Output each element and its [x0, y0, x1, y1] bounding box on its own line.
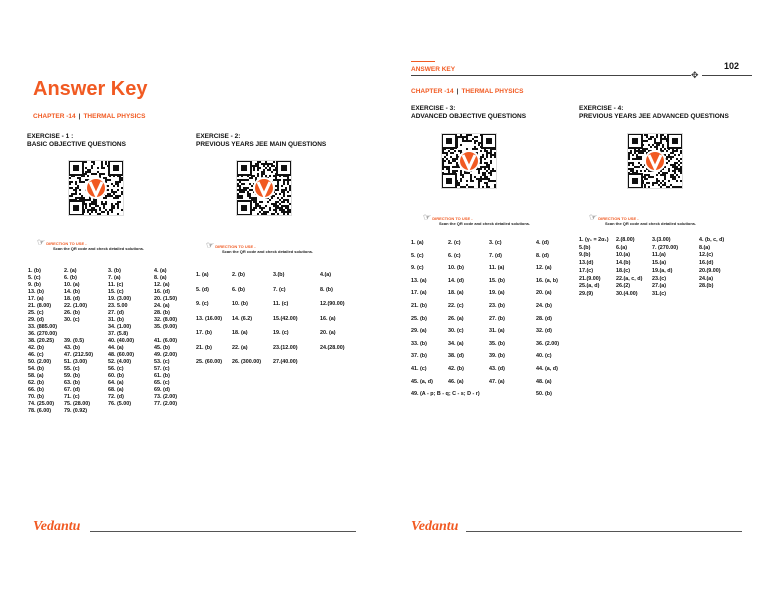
answer-entry: 9. (b) [28, 282, 41, 288]
answer-entry: 73. (2.00) [154, 394, 178, 400]
answer-entry: 18.(c) [616, 267, 631, 274]
answer-entry: 17.(c) [579, 267, 594, 274]
answer-entry: 8. (b) [320, 286, 333, 293]
answer-entry: 48. (60.00) [108, 352, 135, 358]
answer-entry: 37. (5.8) [108, 331, 129, 337]
answer-entry: 24. (b) [536, 302, 552, 309]
answer-entry: 3.(3.00) [652, 237, 671, 243]
direction-text: Scan the QR code and check detailed solutions. [605, 221, 697, 226]
answer-entry: 2. (c) [448, 240, 461, 246]
answer-entry: 15.(a) [652, 260, 667, 267]
vedantu-logo: Vedantu [33, 519, 81, 534]
answer-entry: 13.(d) [579, 260, 594, 267]
answer-entry: 46. (c) [28, 352, 44, 358]
direction-note-ex2 [206, 240, 314, 254]
direction-text: Scan the QR code and check detailed solutions. [53, 246, 145, 251]
answer-entry: 4. (d) [536, 240, 549, 246]
hand-pointer-icon: ☞ [206, 240, 215, 250]
answer-entry [489, 388, 505, 401]
chapter-number: CHAPTER -14 [411, 88, 454, 95]
answer-entry: 14. (6.2) [232, 315, 253, 322]
qr-code-exercise-3[interactable] [441, 133, 497, 189]
answer-entry: 19. (3.00) [108, 296, 132, 302]
answer-entry: 6. (b) [64, 275, 77, 281]
answer-entry: 3. (b) [108, 268, 121, 274]
answer-entry: 71. (c) [64, 394, 80, 400]
ex4-col-2 [616, 237, 642, 299]
answer-entry: 15.(42.00) [273, 315, 298, 322]
answer-entry: 22. (c) [448, 302, 464, 309]
answer-entry: 39. (0.5) [64, 338, 85, 344]
answer-entry [64, 331, 93, 338]
answer-entry: 2. (a) [64, 268, 77, 274]
answer-entry: 50. (2.00) [28, 359, 52, 365]
answer-entry: 6. (b) [232, 286, 245, 293]
answer-entry: 30. (c) [64, 317, 80, 323]
answer-entry: 10. (b) [448, 265, 464, 272]
answer-entry: 40. (40.00) [108, 338, 135, 344]
answer-entry: 64. (a) [108, 380, 124, 386]
answer-entry: 42. (b) [28, 345, 44, 351]
page-title: Answer Key [33, 78, 148, 100]
answer-entry: 69. (d) [154, 387, 170, 393]
answer-entry: 67. (d) [64, 387, 80, 393]
answer-entry: 55. (c) [64, 366, 80, 372]
answer-entry: 8.(a) [699, 244, 711, 251]
answer-entry: 10. (a) [64, 282, 80, 288]
answer-entry: 26. (a) [448, 315, 464, 322]
answer-entry [154, 331, 177, 338]
exercise-2-heading [196, 133, 326, 149]
divider: | [456, 88, 459, 95]
answer-entry: 12. (a) [536, 265, 552, 272]
answer-entry: 42. (b) [448, 365, 464, 372]
answer-entry: 41. (c) [411, 365, 427, 372]
ex1-col-2 [64, 268, 93, 415]
answer-entry: 51. (3.00) [64, 359, 88, 365]
answer-entry: 18. (a) [448, 290, 464, 297]
answer-entry: 14.(b) [616, 260, 631, 267]
answer-entry: 65. (c) [154, 380, 170, 386]
answer-entry: 27.(a) [652, 283, 667, 290]
answer-entry: 46. (a) [448, 378, 464, 385]
answer-entry: 34. (1.00) [108, 324, 132, 330]
ex2-col-1 [196, 268, 222, 370]
answer-entry: 30.(4.00) [616, 290, 638, 297]
answer-entry: 20. (a) [320, 330, 336, 336]
answer-entry: 36. (2.00) [536, 340, 560, 347]
answer-entry: 31. (a) [489, 328, 505, 335]
answer-entry: 30. (c) [448, 328, 464, 335]
answer-entry: 7. (d) [489, 252, 502, 259]
answer-entry: 16. (a) [320, 315, 336, 322]
answer-entry: 27.(40.00) [273, 359, 298, 365]
ex2-col-3 [273, 268, 298, 370]
answer-entry: 43. (d) [489, 365, 505, 372]
header-rule [411, 75, 691, 76]
answer-entry: 33. (b) [411, 340, 427, 347]
ex1-col-4 [154, 268, 177, 415]
answer-entry: 7. (c) [273, 286, 286, 293]
answer-entry [699, 291, 724, 299]
answer-entry: 68. (a) [108, 387, 124, 393]
answer-entry: 19.(a, d) [652, 267, 673, 274]
hand-pointer-icon: ☞ [37, 237, 46, 247]
answer-entry: 20. (a) [536, 290, 552, 297]
answer-entry [448, 388, 464, 401]
answer-entry: 5.(b) [579, 244, 591, 251]
answer-entry: 23. (b) [489, 302, 505, 309]
answer-entry: 78. (6.00) [28, 408, 52, 414]
answer-entry: 25.(a, d) [579, 283, 600, 290]
answer-entry: 16. (a, b) [536, 277, 558, 284]
answer-entry: 3.(b) [273, 272, 285, 278]
answer-entry: 7. (270.00) [652, 244, 679, 251]
answer-entry [108, 408, 134, 415]
answer-entry: 32. (d) [536, 328, 552, 335]
answer-entry: 10. (b) [232, 301, 248, 307]
answer-entry: 24.(a) [699, 275, 714, 282]
answer-entry: 74. (25.00) [28, 401, 55, 407]
answer-entry: 4.(a) [320, 272, 332, 278]
answer-entry: 26. (b) [64, 310, 80, 316]
answer-entry: 22. (1.00) [64, 303, 88, 309]
answer-entry: 33. (885.00) [28, 324, 58, 330]
chapter-topic: THERMAL PHYSICS [83, 113, 146, 120]
answer-entry: 2.(8.00) [616, 237, 635, 243]
answer-entry: 34. (a) [448, 340, 464, 347]
exercise-1-title: EXERCISE - 1 : [27, 133, 74, 140]
ex4-col-1 [579, 237, 609, 299]
ex2-col-4 [320, 268, 345, 370]
answer-entry: 75. (28.00) [64, 401, 91, 407]
direction-note-ex1 [37, 237, 145, 251]
answer-entry: 1. (a) [411, 240, 424, 246]
ex1-col-3 [108, 268, 134, 415]
answer-entry: 6.(a) [616, 244, 628, 251]
answer-entry: 8. (d) [536, 252, 549, 259]
answer-entry: 28. (d) [536, 315, 552, 322]
answer-entry: 14. (b) [64, 289, 80, 295]
answer-entry: 21.(9.00) [579, 275, 601, 282]
answer-entry: 12. (a) [154, 282, 170, 288]
direction-label: DIRECTION TO USE - [432, 216, 473, 221]
direction-label: DIRECTION TO USE - [215, 244, 256, 249]
ex3-col-2 [448, 237, 464, 401]
answer-entry: 21. (b) [196, 344, 212, 351]
answer-entry: 39. (b) [489, 353, 505, 360]
answer-entry: 23.(c) [652, 275, 667, 282]
answer-entry: 31. (b) [108, 317, 124, 323]
answer-entry: 6. (c) [448, 252, 461, 259]
chapter-heading-right [411, 88, 523, 95]
answer-entry: 15. (c) [108, 289, 124, 295]
answer-entry: 28. (b) [154, 310, 170, 316]
answer-entry: 54. (b) [28, 366, 44, 372]
answer-entry: 36. (270.00) [28, 331, 58, 337]
answer-entry: 70. (b) [28, 394, 44, 400]
answer-entry: 23.(12.00) [273, 344, 298, 351]
answer-entry: 25. (c) [28, 310, 44, 316]
answer-entry [320, 355, 345, 370]
answer-entry: 23. 5.00 [108, 303, 128, 309]
answer-entry: 20.(9.00) [699, 267, 721, 274]
exercise-2-subtitle: PREVIOUS YEARS JEE MAIN QUESTIONS [196, 141, 327, 148]
answer-entry: 62. (b) [28, 380, 44, 386]
answer-entry: 17. (a) [28, 296, 44, 302]
answer-entry: 17. (b) [196, 330, 212, 336]
answer-entry: 29. (d) [28, 317, 44, 323]
answer-entry: 14. (d) [448, 277, 464, 284]
answer-entry: 11. (c) [273, 301, 289, 307]
answer-entry: 40. (c) [536, 353, 552, 360]
direction-note-ex3 [423, 212, 531, 226]
answer-entry [154, 408, 177, 415]
header-accent-line [411, 61, 435, 62]
answer-entry: 11. (a) [489, 265, 505, 272]
answer-entry: 9.(b) [579, 252, 591, 259]
answer-entry: 58. (a) [28, 373, 44, 379]
answer-entry: 76. (5.00) [108, 401, 132, 407]
answer-entry: 4. (a) [154, 268, 167, 274]
divider: | [78, 113, 81, 120]
answer-entry: 21. (8.00) [28, 303, 52, 309]
answer-entry: 11. (c) [108, 282, 124, 288]
answer-entry: 32. (8.00) [154, 317, 178, 323]
exercise-3-title: EXERCISE - 3: [411, 105, 456, 112]
exercise-3-heading [411, 105, 526, 121]
answer-entry: 79. (0.92) [64, 408, 88, 414]
running-header: ANSWER KEY [411, 66, 456, 73]
exercise-4-title: EXERCISE - 4: [579, 105, 624, 112]
answer-entry: 27. (b) [489, 315, 505, 322]
vedantu-logo: Vedantu [411, 519, 459, 534]
answer-entry: 35. (9.00) [154, 324, 178, 330]
answer-entry: 38. (20.25) [28, 338, 55, 344]
answer-entry: 17. (a) [411, 290, 427, 297]
answer-entry: 60. (b) [108, 373, 124, 379]
answer-entry: 19. (c) [273, 330, 289, 336]
answer-entry: 47. (a) [489, 378, 505, 385]
answer-entry: 43. (b) [64, 345, 80, 351]
answer-entry: 19. (a) [489, 290, 505, 297]
ex4-col-4 [699, 237, 724, 299]
exercise-1-subtitle: BASIC OBJECTIVE QUESTIONS [27, 141, 126, 148]
answer-entry: 5. (c) [28, 275, 41, 281]
exercise-1-heading [27, 133, 126, 149]
answer-entry: 29.(9) [579, 290, 594, 297]
direction-text: Scan the QR code and check detailed solutions. [439, 221, 531, 226]
ex1-col-1 [28, 268, 57, 415]
answer-entry: 24.(28.00) [320, 344, 345, 351]
exercise-4-subtitle: PREVIOUS YEARS JEE ADVANCED QUESTIONS [579, 113, 729, 120]
answer-entry: 12.(90.00) [320, 301, 345, 307]
answer-entry: 15. (b) [489, 277, 505, 284]
exercise-2-title: EXERCISE - 2: [196, 133, 241, 140]
answer-entry: 18. (d) [64, 296, 80, 302]
answer-entry: 12.(c) [699, 252, 714, 259]
ex4-col-3 [652, 237, 678, 299]
answer-entry: 66. (b) [28, 387, 44, 393]
ex2-col-2 [232, 268, 261, 370]
answer-entry: 16. (d) [154, 289, 170, 295]
chapter-topic: THERMAL PHYSICS [461, 88, 524, 95]
answer-entry: 45. (b) [154, 345, 170, 351]
answer-entry: 24. (a) [154, 303, 170, 309]
answer-entry: 47. (212.50) [64, 352, 94, 358]
qr-code-exercise-1[interactable] [68, 160, 124, 216]
answer-entry: 16.(d) [699, 260, 714, 267]
answer-entry: 31.(c) [652, 290, 667, 297]
answer-entry: 52. (4.00) [108, 359, 132, 365]
answer-entry: 35. (b) [489, 340, 505, 347]
answer-entry: 4. (b, c, d) [699, 237, 725, 243]
answer-entry: 13. (b) [28, 289, 44, 295]
answer-entry: 25. (b) [411, 315, 427, 322]
direction-label: DIRECTION TO USE - [46, 241, 87, 246]
answer-entry: 45. (a, d) [411, 378, 433, 385]
answer-entry: 28.(b) [699, 283, 714, 290]
answer-entry: 77. (2.00) [154, 401, 178, 407]
direction-note-ex4 [589, 212, 697, 226]
footer-rule [466, 531, 742, 532]
answer-entry: 22.(a, c, d) [616, 275, 643, 282]
answer-entry: 7. (a) [108, 275, 121, 281]
header-rule-right [702, 75, 752, 76]
answer-entry: 11.(a) [652, 252, 666, 259]
answer-entry: 49. (A - p; B - q; C - s; D - r) [411, 391, 480, 398]
answer-entry: 37. (b) [411, 353, 427, 360]
chapter-number: CHAPTER -14 [33, 113, 76, 120]
ex3-col-1 [411, 237, 480, 401]
answer-entry: 50. (b) [536, 391, 552, 398]
exercise-3-subtitle: ADVANCED OBJECTIVE QUESTIONS [411, 113, 527, 120]
answer-entry: 61. (b) [154, 373, 170, 379]
answer-entry: 18. (a) [232, 330, 248, 336]
answer-entry: 44. (a, d) [536, 365, 558, 372]
answer-entry [64, 324, 93, 331]
answer-entry: 44. (a) [108, 345, 124, 351]
answer-entry: 13. (a) [411, 277, 427, 284]
answer-entry: 26. (300.00) [232, 359, 262, 365]
ex3-col-3 [489, 237, 505, 401]
answer-entry: 25. (60.00) [196, 359, 223, 365]
answer-entry: 63. (b) [64, 380, 80, 386]
answer-entry: 1. (γ₁ = 2α₁) [579, 237, 609, 243]
answer-entry: 1. (a) [196, 272, 209, 278]
ex3-col-4 [536, 237, 559, 401]
answer-entry: 21. (b) [411, 302, 427, 309]
answer-entry: 5. (d) [196, 286, 209, 293]
answer-entry: 48. (a) [536, 378, 552, 385]
answer-entry: 57. (c) [154, 366, 170, 372]
answer-entry: 26.(2) [616, 283, 631, 290]
hand-pointer-icon: ☞ [423, 212, 432, 222]
chapter-heading-left [33, 113, 145, 120]
exercise-4-heading [579, 105, 729, 121]
answer-entry: 5. (c) [411, 252, 424, 259]
footer-rule [90, 531, 356, 532]
answer-entry: 10.(a) [616, 252, 631, 259]
answer-entry: 13. (16.00) [196, 315, 223, 322]
direction-text: Scan the QR code and check detailed solutions. [222, 249, 314, 254]
answer-entry: 1. (b) [28, 268, 41, 274]
answer-entry: 27. (d) [108, 310, 124, 316]
answer-entry: 72. (d) [108, 394, 124, 400]
answer-entry: 2. (b) [232, 272, 245, 278]
answer-entry: 49. (2.00) [154, 352, 178, 358]
qr-code-exercise-4[interactable] [627, 133, 683, 189]
answer-entry: 20. (1.50) [154, 296, 178, 302]
answer-entry: 9. (c) [196, 301, 209, 307]
answer-entry: 3. (c) [489, 240, 502, 246]
direction-label: DIRECTION TO USE - [598, 216, 639, 221]
answer-entry: 29. (a) [411, 328, 427, 335]
answer-entry: 59. (b) [64, 373, 80, 379]
answer-entry: 41. (6.00) [154, 338, 178, 344]
page-number: 102 [724, 61, 740, 71]
ornament-icon: ✥ [691, 70, 699, 80]
qr-code-exercise-2[interactable] [236, 160, 292, 216]
answer-entry: 9. (c) [411, 265, 424, 272]
answer-entry: 53. (c) [154, 359, 170, 365]
hand-pointer-icon: ☞ [589, 212, 598, 222]
answer-entry: 38. (d) [448, 353, 464, 360]
answer-entry: 8. (a) [154, 275, 167, 281]
answer-entry: 56. (c) [108, 366, 124, 372]
answer-entry: 22. (a) [232, 344, 248, 351]
